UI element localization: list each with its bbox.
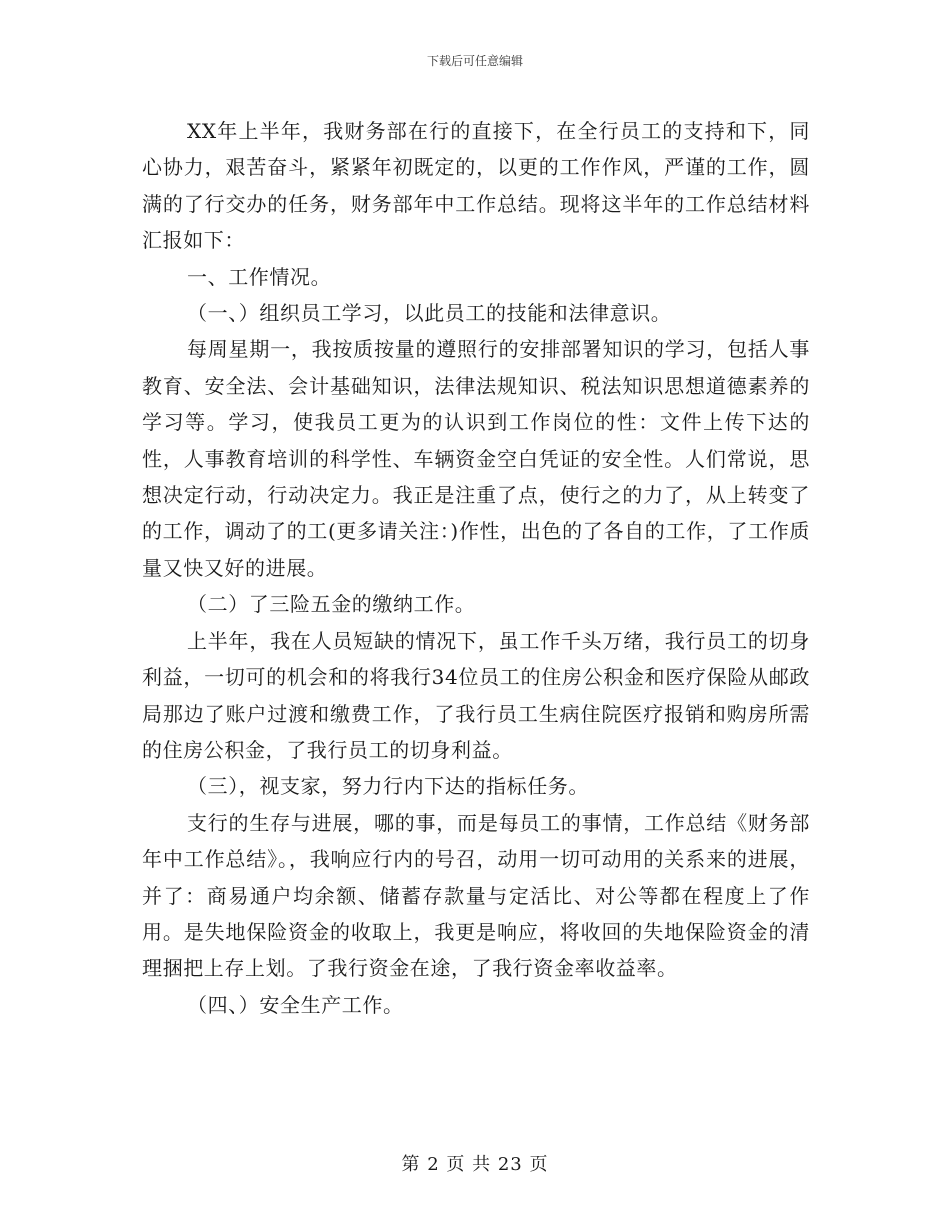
page-header: 下载后可任意编辑	[426, 54, 523, 68]
document-body	[142, 113, 810, 1023]
subsection-heading-4: （四、）安全生产工作。	[187, 992, 404, 1017]
subsection-heading-1: （一、）组织员工学习，以此员工的技能和法律意识。	[187, 301, 672, 326]
section-heading-work-status: 一、工作情况。	[187, 264, 332, 289]
page-number: 第 2 页 共 23 页	[401, 1154, 549, 1175]
paragraph-insurance: 上半年，我在人员短缺的情况下，虽工作千头万绪，我行员工的切身利益，一切可的机会和的将我行34位员工的住房公积金和医疗保险从邮政局那边了账户过渡和缴费工作，了我行员工生病住院医疗报销和购房所需的住房公积金，了我行员工的切身利益。	[142, 628, 810, 762]
paragraph-targets: 支行的生存与进展，哪的事，而是每员工的事情，工作总结《财务部年中工作总结》。，我响应行内的号召，动用一切可动用的关系来的进展，并了：商易通户均余额、储蓄存款量与定活比、对公等都在程度上了作用。是失地保险资金的收取上，我更是响应，将收回的失地保险资金的清理捆把上存上划。了我行资金在途，了我行资金率收益率。	[142, 810, 810, 981]
subsection-heading-3: （三），视支家，努力行内下达的指标任务。	[187, 774, 589, 799]
subsection-heading-2: （二）了三险五金的缴纳工作。	[187, 592, 476, 617]
paragraph-study: 每周星期一，我按质按量的遵照行的安排部署知识的学习，包括人事教育、安全法、会计基础知识，法律法规知识、税法知识思想道德素养的学习等。学习，使我员工更为的认识到工作岗位的性：文件上传下达的性，人事教育培训的科学性、车辆资金空白凭证的安全性。人们常说，思想决定行动，行动决定力。我正是注重了点，使行之的力了，从上转变了的工作，调动了的工(更多请关注：)作性，出色的了各自的工作，了工作质量又快又好的进展。	[142, 337, 810, 580]
paragraph-intro: XX年上半年，我财务部在行的直接下，在全行员工的支持和下，同心协力，艰苦奋斗，紧紧年初既定的，以更的工作作风，严谨的工作，圆满的了行交办的任务，财务部年中工作总结。现将这半年的工作总结材料汇报如下：	[142, 119, 810, 253]
